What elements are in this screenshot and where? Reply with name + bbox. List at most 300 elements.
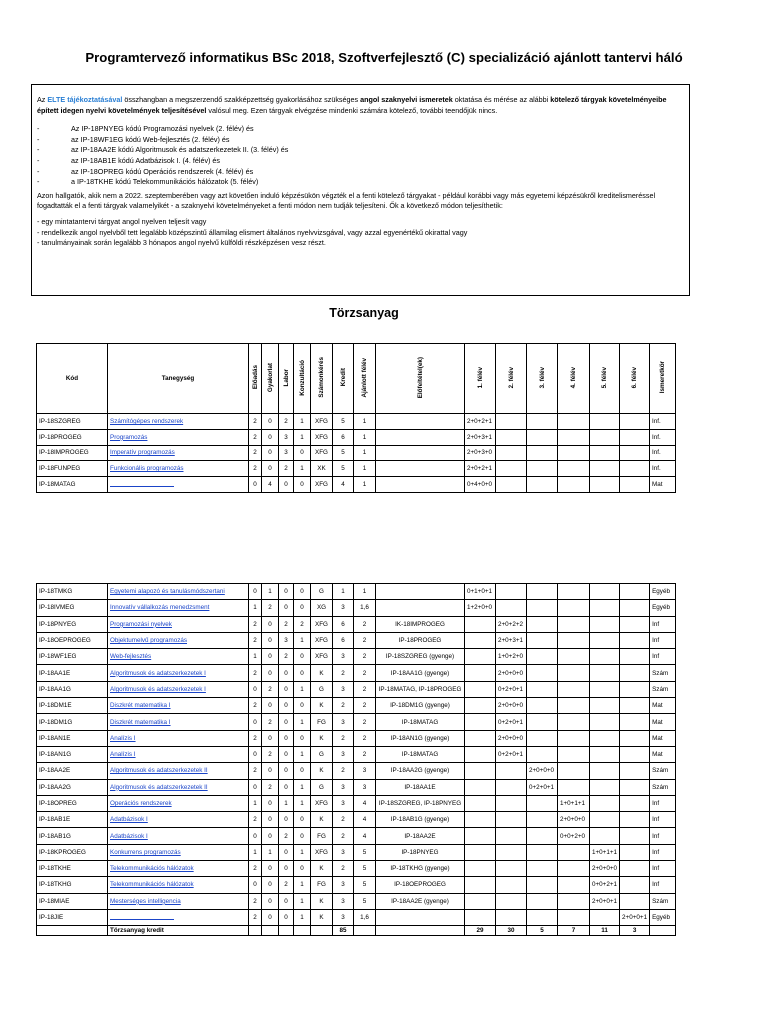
total-felev-2: 30 bbox=[496, 926, 527, 936]
course-name-link[interactable]: Algoritmusok és adatszerkezetek I bbox=[110, 685, 206, 693]
course-code: IP-18KPROGEG bbox=[37, 844, 108, 860]
table-row bbox=[37, 616, 676, 632]
felev-3-value bbox=[527, 414, 558, 430]
felev-4-value bbox=[558, 861, 590, 877]
felev-1-value: 0+4+0+0 bbox=[465, 477, 496, 493]
labor-value: 0 bbox=[279, 763, 294, 779]
course-code: IP-18OPREG bbox=[37, 795, 108, 811]
course-code: IP-18AB1G bbox=[37, 828, 108, 844]
szamonkeres-value: K bbox=[311, 893, 333, 909]
elofeltetel-value: IP-18AA2E bbox=[376, 828, 465, 844]
course-name-link[interactable]: Telekommunikációs hálózatok bbox=[110, 865, 194, 873]
gyakorlat-value: 4 bbox=[262, 477, 279, 493]
course-name-cell bbox=[108, 632, 249, 648]
felev-4-value bbox=[558, 414, 590, 430]
header-felev-3: 3. félév bbox=[538, 366, 546, 389]
core-courses-table-bottom bbox=[36, 583, 676, 936]
kredit-value: 3 bbox=[333, 746, 354, 762]
felev-6-value bbox=[620, 429, 650, 445]
labor-value: 0 bbox=[279, 698, 294, 714]
eloadas-value: 0 bbox=[249, 746, 262, 762]
felev-1-value: 2+0+3+0 bbox=[465, 445, 496, 461]
course-name-link[interactable]: Innovatív vállalkozás menedzsment bbox=[110, 604, 210, 612]
felev-4-value bbox=[558, 429, 590, 445]
szamonkeres-value: G bbox=[311, 681, 333, 697]
felev-3-value bbox=[527, 861, 558, 877]
header-elofeltetel: Előfeltétel(ek) bbox=[416, 356, 424, 399]
elofeltetel-value bbox=[376, 461, 465, 477]
szamonkeres-value: K bbox=[311, 698, 333, 714]
ajanlott-felev-value: 1 bbox=[354, 461, 376, 477]
kredit-value: 6 bbox=[333, 429, 354, 445]
szamonkeres-value: FG bbox=[311, 714, 333, 730]
felev-3-value bbox=[527, 445, 558, 461]
felev-5-value: 2+0+0+1 bbox=[590, 893, 620, 909]
course-name-link[interactable]: Analízis I bbox=[110, 734, 136, 742]
felev-3-value bbox=[527, 828, 558, 844]
konzultacio-value: 0 bbox=[294, 812, 311, 828]
felev-6-value bbox=[620, 616, 650, 632]
felev-6-value bbox=[620, 632, 650, 648]
course-name-link[interactable]: Diszkrét matematika I bbox=[110, 718, 171, 726]
ismeretkor-value: Inf bbox=[650, 632, 676, 648]
kredit-value: 6 bbox=[333, 616, 354, 632]
ajanlott-felev-value: 1 bbox=[354, 445, 376, 461]
eloadas-value: 1 bbox=[249, 844, 262, 860]
course-name-cell bbox=[108, 763, 249, 779]
eloadas-value: 2 bbox=[249, 445, 262, 461]
course-code: IP-18AB1E bbox=[37, 812, 108, 828]
course-name-link[interactable]: Diszkrét matematika I bbox=[110, 702, 171, 710]
gyakorlat-value: 0 bbox=[262, 414, 279, 430]
labor-value: 0 bbox=[279, 730, 294, 746]
table-row bbox=[37, 632, 676, 648]
felev-1-value bbox=[465, 746, 496, 762]
ajanlott-felev-value: 2 bbox=[354, 649, 376, 665]
course-name-cell bbox=[108, 714, 249, 730]
szamonkeres-value: FG bbox=[311, 828, 333, 844]
ajanlott-felev-value: 2 bbox=[354, 616, 376, 632]
ismeretkor-value: Inf bbox=[650, 812, 676, 828]
kredit-value: 4 bbox=[333, 477, 354, 493]
elofeltetel-value: IP-18MATAG bbox=[376, 714, 465, 730]
gyakorlat-value: 2 bbox=[262, 600, 279, 616]
felev-3-value bbox=[527, 877, 558, 893]
table-row bbox=[37, 893, 676, 909]
felev-6-value bbox=[620, 584, 650, 600]
course-code: IP-18AA2E bbox=[37, 763, 108, 779]
felev-2-value bbox=[496, 779, 527, 795]
felev-1-value: 1+2+0+0 bbox=[465, 600, 496, 616]
course-code: IP-18JIE bbox=[37, 909, 108, 925]
course-name-cell bbox=[108, 429, 249, 445]
szamonkeres-value: K bbox=[311, 861, 333, 877]
elofeltetel-value: IP-18OEPROGEG bbox=[376, 877, 465, 893]
elofeltetel-value: IP-18AA2G (gyenge) bbox=[376, 763, 465, 779]
eloadas-value: 0 bbox=[249, 828, 262, 844]
felev-1-value bbox=[465, 861, 496, 877]
total-kredit: 85 bbox=[333, 926, 354, 936]
felev-3-value bbox=[527, 698, 558, 714]
course-name-link[interactable]: Programozási nyelvek bbox=[110, 620, 172, 628]
felev-3-value bbox=[527, 616, 558, 632]
course-code: IP-18IMPROGEG bbox=[37, 445, 108, 461]
felev-5-value bbox=[590, 681, 620, 697]
felev-4-value bbox=[558, 584, 590, 600]
felev-5-value bbox=[590, 812, 620, 828]
felev-5-value bbox=[590, 584, 620, 600]
felev-2-value bbox=[496, 429, 527, 445]
ismeretkor-value: Mat bbox=[650, 714, 676, 730]
felev-5-value bbox=[590, 763, 620, 779]
felev-3-value bbox=[527, 632, 558, 648]
felev-4-value: 1+0+1+1 bbox=[558, 795, 590, 811]
felev-3-value bbox=[527, 812, 558, 828]
felev-2-value: 2+0+0+0 bbox=[496, 730, 527, 746]
ajanlott-felev-value: 3 bbox=[354, 763, 376, 779]
felev-1-value bbox=[465, 665, 496, 681]
ajanlott-felev-value: 4 bbox=[354, 795, 376, 811]
eloadas-value: 2 bbox=[249, 632, 262, 648]
course-name-cell bbox=[108, 893, 249, 909]
ajanlott-felev-value: 3 bbox=[354, 779, 376, 795]
szamonkeres-value: XFG bbox=[311, 429, 333, 445]
course-name-link[interactable]: Konkurrens programozás bbox=[110, 848, 181, 856]
elofeltetel-value: IP-18SZGREG, IP-18PNYEG bbox=[376, 795, 465, 811]
elofeltetel-value: IP-18MATAG, IP-18PROGEG bbox=[376, 681, 465, 697]
gyakorlat-value: 0 bbox=[262, 632, 279, 648]
table-row bbox=[37, 909, 676, 925]
course-code: IP-18OEPROGEG bbox=[37, 632, 108, 648]
course-name-cell bbox=[108, 616, 249, 632]
szamonkeres-value: XK bbox=[311, 461, 333, 477]
ismeretkor-value: Inf bbox=[650, 616, 676, 632]
felev-6-value bbox=[620, 414, 650, 430]
total-felev-1: 29 bbox=[465, 926, 496, 936]
ismeretkor-value: Inf bbox=[650, 649, 676, 665]
kredit-value: 5 bbox=[333, 445, 354, 461]
course-name-link[interactable]: Programozás bbox=[110, 433, 148, 441]
course-name-link[interactable] bbox=[110, 480, 174, 487]
szamonkeres-value: XFG bbox=[311, 844, 333, 860]
header-felev-6: 6. félév bbox=[631, 366, 638, 389]
ismeretkor-value: Inf. bbox=[650, 461, 676, 477]
gyakorlat-value: 0 bbox=[262, 861, 279, 877]
gyakorlat-value: 0 bbox=[262, 763, 279, 779]
course-name-cell bbox=[108, 600, 249, 616]
konzultacio-value: 1 bbox=[294, 909, 311, 925]
course-name-cell bbox=[108, 812, 249, 828]
course-code: IP-18TKHE bbox=[37, 861, 108, 877]
felev-2-value: 2+0+3+1 bbox=[496, 632, 527, 648]
felev-3-value bbox=[527, 600, 558, 616]
felev-4-value bbox=[558, 909, 590, 925]
page-title: Programtervező informatikus BSc 2018, Szoftverfejlesztő (C) specializáció ajánlott tantervi háló bbox=[85, 50, 683, 65]
felev-6-value bbox=[620, 445, 650, 461]
felev-5-value bbox=[590, 909, 620, 925]
table-row bbox=[37, 600, 676, 616]
felev-6-value: 2+0+0+1 bbox=[620, 909, 650, 925]
felev-2-value bbox=[496, 763, 527, 779]
course-name-link[interactable]: Adatbázisok I bbox=[110, 832, 148, 840]
eloadas-value: 2 bbox=[249, 698, 262, 714]
felev-5-value bbox=[590, 698, 620, 714]
felev-5-value: 2+0+0+0 bbox=[590, 861, 620, 877]
gyakorlat-value: 0 bbox=[262, 828, 279, 844]
course-name-cell bbox=[108, 844, 249, 860]
felev-2-value: 0+2+0+1 bbox=[496, 746, 527, 762]
course-name-cell bbox=[108, 461, 249, 477]
course-name-link[interactable]: Analízis I bbox=[110, 751, 136, 759]
eloadas-value: 0 bbox=[249, 877, 262, 893]
gyakorlat-value: 0 bbox=[262, 665, 279, 681]
course-name-link[interactable]: Imperatív programozás bbox=[110, 449, 175, 457]
ismeretkor-value: Szám bbox=[650, 779, 676, 795]
ismeretkor-value: Szám bbox=[650, 763, 676, 779]
felev-4-value bbox=[558, 600, 590, 616]
labor-value: 0 bbox=[279, 861, 294, 877]
felev-1-value bbox=[465, 812, 496, 828]
course-name-link[interactable]: Algoritmusok és adatszerkezetek II bbox=[110, 783, 208, 791]
labor-value: 0 bbox=[279, 909, 294, 925]
felev-4-value bbox=[558, 779, 590, 795]
konzultacio-value: 1 bbox=[294, 681, 311, 697]
table-row bbox=[37, 445, 676, 461]
header-ismeretkor: Ismeretkör bbox=[659, 361, 666, 394]
gyakorlat-value: 0 bbox=[262, 877, 279, 893]
course-name-link[interactable]: Algoritmusok és adatszerkezetek II bbox=[110, 767, 208, 775]
szamonkeres-value: K bbox=[311, 909, 333, 925]
konzultacio-value: 1 bbox=[294, 632, 311, 648]
elte-info-link[interactable]: ELTE tájékoztatásával bbox=[47, 95, 123, 104]
table-row bbox=[37, 429, 676, 445]
gyakorlat-value: 2 bbox=[262, 779, 279, 795]
course-name-cell bbox=[108, 877, 249, 893]
total-felev-4: 7 bbox=[558, 926, 590, 936]
course-name-link[interactable]: Mesterséges intelligencia bbox=[110, 897, 181, 905]
konzultacio-value: 0 bbox=[294, 763, 311, 779]
header-konzultacio: Konzultáció bbox=[298, 359, 306, 396]
ismeretkor-value: Mat bbox=[650, 477, 676, 493]
felev-5-value bbox=[590, 665, 620, 681]
elofeltetel-value bbox=[376, 414, 465, 430]
gyakorlat-value: 2 bbox=[262, 746, 279, 762]
course-code: IP-18TKHG bbox=[37, 877, 108, 893]
elofeltetel-value: IP-18SZGREG (gyenge) bbox=[376, 649, 465, 665]
course-name-link[interactable]: Számítógépes rendszerek bbox=[110, 417, 184, 425]
section-title: Törzsanyag bbox=[329, 306, 399, 320]
table-row bbox=[37, 795, 676, 811]
ismeretkor-value: Inf. bbox=[650, 429, 676, 445]
felev-2-value bbox=[496, 861, 527, 877]
felev-4-value bbox=[558, 477, 590, 493]
table-row bbox=[37, 730, 676, 746]
table-row bbox=[37, 649, 676, 665]
felev-3-value bbox=[527, 477, 558, 493]
course-name-link[interactable]: Funkcionális programozás bbox=[110, 465, 184, 473]
elofeltetel-value bbox=[376, 429, 465, 445]
course-name-cell bbox=[108, 746, 249, 762]
course-name-cell bbox=[108, 649, 249, 665]
eloadas-value: 0 bbox=[249, 681, 262, 697]
felev-1-value bbox=[465, 844, 496, 860]
course-name-link[interactable]: Objektumelvű programozás bbox=[110, 637, 187, 645]
header-labor: Labor bbox=[282, 368, 290, 387]
course-code: IP-18TMKG bbox=[37, 584, 108, 600]
felev-4-value bbox=[558, 649, 590, 665]
table-row bbox=[37, 746, 676, 762]
ajanlott-felev-value: 1 bbox=[354, 414, 376, 430]
elofeltetel-value bbox=[376, 477, 465, 493]
felev-1-value: 2+0+2+1 bbox=[465, 461, 496, 477]
ismeretkor-value: Szám bbox=[650, 681, 676, 697]
felev-6-value bbox=[620, 844, 650, 860]
felev-6-value bbox=[620, 461, 650, 477]
course-code: IP-18DM1G bbox=[37, 714, 108, 730]
labor-value: 2 bbox=[279, 877, 294, 893]
ismeretkor-value: Inf bbox=[650, 795, 676, 811]
kredit-value: 6 bbox=[333, 632, 354, 648]
header-felev-5: 5. félév bbox=[601, 366, 608, 389]
felev-2-value bbox=[496, 414, 527, 430]
elofeltetel-value: IP-18PROGEG bbox=[376, 632, 465, 648]
info-intro: Az ELTE tájékoztatásával összhangban a megszerzendő szakképzettség gyakorlásához szükséges angol szaknyelvi ismeretek oktatása és mérése az alábbi kötelező tárgyak követelményeibe épített idegen nyelvi követelmények teljesítésével valósul meg. Ezen tárgyak elvégzése mindenki számára kötelező, további teendőjük nincs. bbox=[37, 95, 667, 115]
kredit-value: 3 bbox=[333, 893, 354, 909]
kredit-value: 2 bbox=[333, 828, 354, 844]
felev-1-value bbox=[465, 632, 496, 648]
course-code: IP-18FUNPEG bbox=[37, 461, 108, 477]
ajanlott-felev-value: 5 bbox=[354, 877, 376, 893]
konzultacio-value: 1 bbox=[294, 795, 311, 811]
ajanlott-felev-value: 2 bbox=[354, 681, 376, 697]
felev-5-value bbox=[590, 714, 620, 730]
felev-6-value bbox=[620, 746, 650, 762]
table-row bbox=[37, 461, 676, 477]
konzultacio-value: 1 bbox=[294, 779, 311, 795]
kredit-value: 2 bbox=[333, 763, 354, 779]
felev-4-value: 0+0+2+0 bbox=[558, 828, 590, 844]
labor-value: 0 bbox=[279, 844, 294, 860]
course-name-link[interactable]: Telekommunikációs hálózatok bbox=[110, 881, 194, 889]
ajanlott-felev-value: 5 bbox=[354, 844, 376, 860]
konzultacio-value: 1 bbox=[294, 877, 311, 893]
total-felev-5: 11 bbox=[590, 926, 620, 936]
felev-3-value bbox=[527, 461, 558, 477]
labor-value: 3 bbox=[279, 445, 294, 461]
felev-4-value bbox=[558, 877, 590, 893]
felev-5-value bbox=[590, 828, 620, 844]
course-name-link[interactable]: Egyetemi alapozó és tanulásmódszertani bbox=[110, 588, 225, 596]
ismeretkor-value: Egyéb bbox=[650, 600, 676, 616]
felev-5-value bbox=[590, 795, 620, 811]
felev-5-value bbox=[590, 414, 620, 430]
ismeretkor-value: Szám bbox=[650, 893, 676, 909]
kredit-value: 3 bbox=[333, 909, 354, 925]
szamonkeres-value: K bbox=[311, 763, 333, 779]
table-row bbox=[37, 828, 676, 844]
course-name-cell bbox=[108, 909, 249, 925]
course-name-link[interactable]: Operációs rendszerek bbox=[110, 800, 172, 807]
table-row bbox=[37, 714, 676, 730]
felev-5-value: 1+0+1+1 bbox=[590, 844, 620, 860]
elofeltetel-value bbox=[376, 445, 465, 461]
szamonkeres-value: XG bbox=[311, 600, 333, 616]
kredit-value: 1 bbox=[333, 584, 354, 600]
list-item: - az IP-18AA2E kódú Algoritmusok és adatszerkezetek II. (3. félév) és bbox=[37, 145, 289, 155]
course-name-link[interactable] bbox=[110, 913, 174, 920]
gyakorlat-value: 0 bbox=[262, 649, 279, 665]
felev-2-value bbox=[496, 445, 527, 461]
course-name-cell bbox=[108, 445, 249, 461]
felev-5-value bbox=[590, 616, 620, 632]
felev-6-value bbox=[620, 698, 650, 714]
felev-6-value bbox=[620, 795, 650, 811]
ajanlott-felev-value: 2 bbox=[354, 714, 376, 730]
course-name-link[interactable]: Adatbázisok I bbox=[110, 816, 148, 824]
table-row bbox=[37, 844, 676, 860]
felev-2-value bbox=[496, 477, 527, 493]
gyakorlat-value: 0 bbox=[262, 445, 279, 461]
ajanlott-felev-value: 2 bbox=[354, 632, 376, 648]
felev-1-value bbox=[465, 893, 496, 909]
ajanlott-felev-value: 1,6 bbox=[354, 600, 376, 616]
ismeretkor-value: Inf. bbox=[650, 414, 676, 430]
course-name-cell bbox=[108, 414, 249, 430]
eloadas-value: 1 bbox=[249, 795, 262, 811]
felev-4-value bbox=[558, 445, 590, 461]
felev-2-value bbox=[496, 893, 527, 909]
eloadas-value: 2 bbox=[249, 893, 262, 909]
elofeltetel-value: IP-18AA1G (gyenge) bbox=[376, 665, 465, 681]
eloadas-value: 2 bbox=[249, 730, 262, 746]
course-code: IP-18AN1E bbox=[37, 730, 108, 746]
ajanlott-felev-value: 5 bbox=[354, 861, 376, 877]
felev-6-value bbox=[620, 681, 650, 697]
ajanlott-felev-value: 1 bbox=[354, 429, 376, 445]
kredit-value: 2 bbox=[333, 730, 354, 746]
felev-4-value bbox=[558, 632, 590, 648]
konzultacio-value: 0 bbox=[294, 698, 311, 714]
kredit-value: 3 bbox=[333, 795, 354, 811]
elofeltetel-value: IP-18AB1G (gyenge) bbox=[376, 812, 465, 828]
szamonkeres-value: K bbox=[311, 730, 333, 746]
szamonkeres-value: G bbox=[311, 746, 333, 762]
eloadas-value: 0 bbox=[249, 477, 262, 493]
ismeretkor-value: Inf bbox=[650, 844, 676, 860]
total-felev-6: 3 bbox=[620, 926, 650, 936]
course-code: IP-18AN1G bbox=[37, 746, 108, 762]
eloadas-value: 2 bbox=[249, 461, 262, 477]
labor-value: 1 bbox=[279, 795, 294, 811]
elofeltetel-value: IP-18AA1E bbox=[376, 779, 465, 795]
gyakorlat-value: 0 bbox=[262, 909, 279, 925]
szamonkeres-value: K bbox=[311, 812, 333, 828]
felev-5-value bbox=[590, 429, 620, 445]
felev-4-value bbox=[558, 665, 590, 681]
course-name-link[interactable]: Web-fejlesztés bbox=[110, 653, 152, 661]
course-name-link[interactable]: Algoritmusok és adatszerkezetek I bbox=[110, 669, 206, 677]
eloadas-value: 2 bbox=[249, 665, 262, 681]
szamonkeres-value: G bbox=[311, 584, 333, 600]
list-item: - a IP-18TKHE kódú Telekommunikációs hálózatok (5. félév) bbox=[37, 177, 259, 187]
table-row bbox=[37, 665, 676, 681]
felev-5-value bbox=[590, 746, 620, 762]
konzultacio-value: 1 bbox=[294, 893, 311, 909]
konzultacio-value: 2 bbox=[294, 616, 311, 632]
course-name-cell bbox=[108, 730, 249, 746]
kredit-value: 3 bbox=[333, 714, 354, 730]
felev-2-value: 0+2+0+1 bbox=[496, 681, 527, 697]
